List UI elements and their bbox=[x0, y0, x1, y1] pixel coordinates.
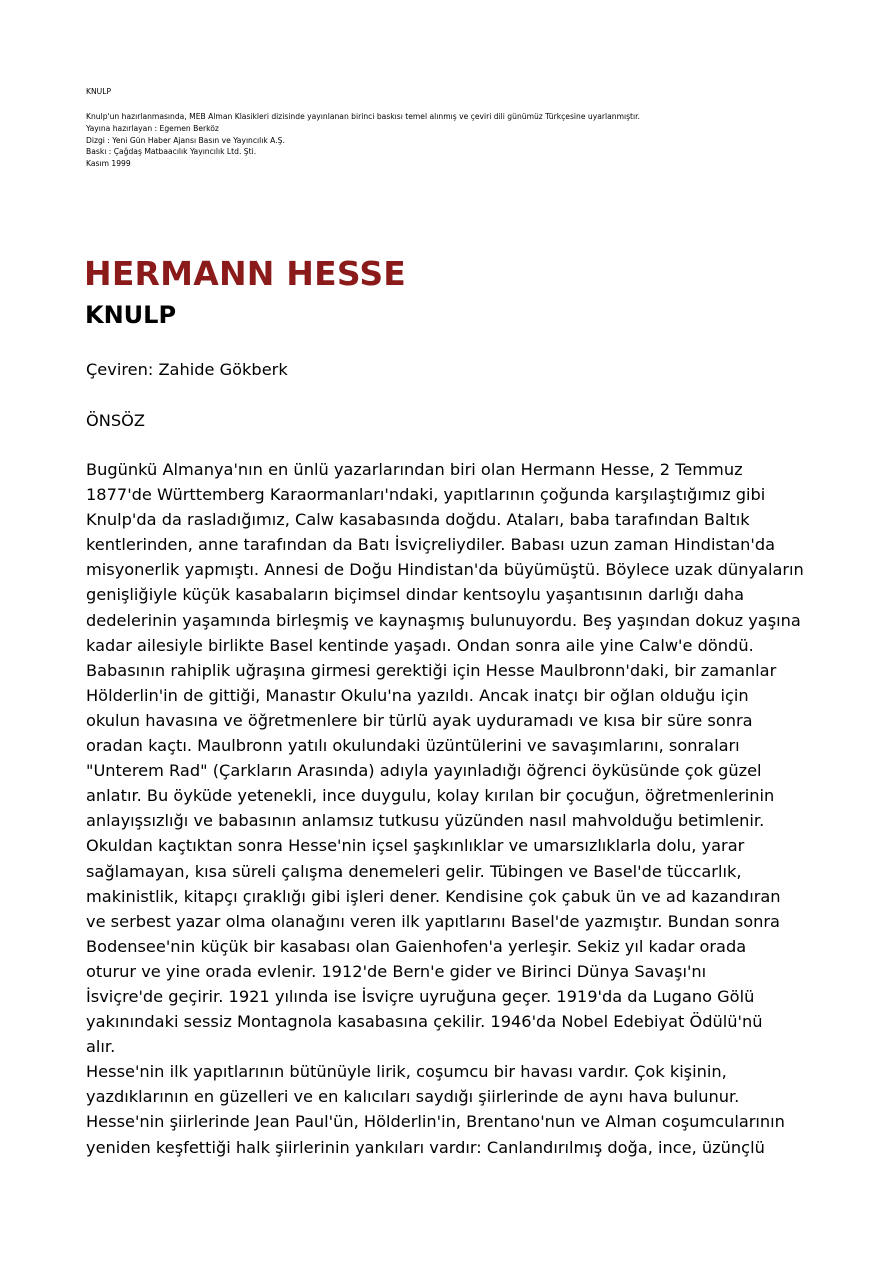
edition-note-line: Knulp'un hazırlanmasında, MEB Alman Klasikleri dizisinde yayınlanan birinci baskısı temel alınmış ve çeviri dili günümüz Türkçesine uyarlanmıştır. bbox=[86, 112, 640, 121]
body-line: İsviçre'de geçirir. 1921 yılında ise İsviçre uyruğuna geçer. 1919'da da Lugano Gölü bbox=[86, 986, 755, 1006]
body-line: Hesse'nin şiirlerinde Jean Paul'ün, Hölderlin'in, Brentano'nun ve Alman coşumcularının bbox=[86, 1112, 785, 1132]
translator-line: Çeviren: Zahide Gökberk bbox=[86, 360, 288, 379]
body-line: Okuldan kaçtıktan sonra Hesse'nin içsel şaşkınlıklar ve umarsızlıklarla dolu, yarar bbox=[86, 836, 745, 856]
body-line: "Unterem Rad" (Çarkların Arasında) adıyla yayınladığı öğrenci öyküsünde çok güzel bbox=[86, 761, 762, 781]
preface-body bbox=[86, 457, 816, 1160]
edition-note-line: Yayına hazırlayan : Egemen Berköz bbox=[86, 123, 219, 133]
body-line: Bugünkü Almanya'nın en ünlü yazarlarından biri olan Hermann Hesse, 2 Temmuz bbox=[86, 460, 743, 479]
edition-note-line: Kasım 1999 bbox=[86, 159, 131, 169]
body-line: sağlamayan, kısa süreli çalışma denemeleri gelir. Tübingen ve Basel'de tüccarlık, bbox=[86, 861, 742, 881]
body-line: oturur ve yine orada evlenir. 1912'de Bern'e gider ve Birinci Dünya Savaşı'nı bbox=[86, 961, 707, 981]
body-line: Knulp'da da rasladığımız, Calw kasabasında doğdu. Ataları, baba tarafından Baltık bbox=[86, 510, 750, 530]
body-line: yazdıklarının en güzelleri ve en kalıcıları saydığı şiirlerinde de aynı hava bulunur. bbox=[86, 1087, 740, 1107]
edition-title: KNULP bbox=[86, 87, 112, 96]
body-line: Bodensee'nin küçük bir kasabası olan Gaienhofen'a yerleşir. Sekiz yıl kadar orada bbox=[86, 936, 747, 956]
body-line: ve serbest yazar olma olanağını veren ilk yapıtlarını Basel'de yazmıştır. Bundan sonra bbox=[86, 911, 780, 931]
body-line: makinistlik, kitapçı çıraklığı gibi işleri dener. Kendisine çok çabuk ün ve ad kazandıran bbox=[86, 886, 781, 906]
body-line: yakınındaki sessiz Montagnola kasabasına çekilir. 1946'da Nobel Edebiyat Ödülü'nü bbox=[86, 1012, 763, 1032]
body-line: misyonerlik yapmıştı. Annesi de Doğu Hindistan'da büyümüştü. Böylece uzak dünyaların bbox=[86, 560, 804, 580]
body-line: genişliğiyle küçük kasabaların biçimsel dindar kentsoylu yaşantısının darlığı daha bbox=[86, 585, 745, 605]
body-line: 1877'de Württemberg Karaormanları'ndaki, yapıtlarının çoğunda karşılaştığımız gibi bbox=[86, 485, 766, 505]
section-heading: ÖNSÖZ bbox=[86, 411, 145, 430]
book-title: KNULP bbox=[85, 301, 177, 329]
body-line: okulun havasına ve öğretmenlere bir türlü ayak uyduramadı ve kısa bir süre sonra bbox=[86, 710, 753, 730]
body-line: anlayışsızlığı ve babasının anlamsız tutkusu yüzünden nasıl mahvolduğu betimlenir. bbox=[86, 811, 765, 831]
body-line: anlatır. Bu öyküde yetenekli, ince duygulu, kolay kırılan bir çocuğun, öğretmenlerinin bbox=[86, 786, 775, 806]
body-line: kadar ailesiyle birlikte Basel kentinde yaşadı. Ondan sonra aile yine Calw'e döndü. bbox=[86, 635, 754, 655]
body-line: kentlerinden, anne tarafından da Batı İsviçreliydiler. Babası uzun zaman Hindistan'da bbox=[86, 535, 776, 555]
body-line: dedelerinin yaşamında birleşmiş ve kaynaşmış bulunuyordu. Beş yaşından dokuz yaşına bbox=[86, 610, 801, 630]
edition-notes bbox=[86, 111, 640, 170]
body-line: alır. bbox=[86, 1037, 116, 1057]
body-line: oradan kaçtı. Maulbronn yatılı okulundaki üzüntülerini ve savaşımlarını, sonraları bbox=[86, 736, 740, 756]
body-line: Babasının rahiplik uğraşına girmesi gerektiği için Hesse Maulbronn'daki, bir zamanlar bbox=[86, 660, 777, 680]
author-name: HERMANN HESSE bbox=[84, 254, 407, 293]
body-line: yeniden keşfettiği halk şiirlerinin yankıları vardır: Canlandırılmış doğa, ince, üzünçlü bbox=[86, 1137, 765, 1157]
body-line: Hesse'nin ilk yapıtlarının bütünüyle lirik, coşumcu bir havası vardır. Çok kişinin, bbox=[86, 1062, 727, 1082]
edition-note-line: Baskı : Çağdaş Matbaacılık Yayıncılık Ltd. Şti. bbox=[86, 147, 257, 157]
edition-note-line: Dizgi : Yeni Gün Haber Ajansı Basın ve Yayıncılık A.Ş. bbox=[86, 135, 285, 145]
body-line: Hölderlin'in de gittiği, Manastır Okulu'na yazıldı. Ancak inatçı bir oğlan olduğu için bbox=[86, 685, 749, 705]
